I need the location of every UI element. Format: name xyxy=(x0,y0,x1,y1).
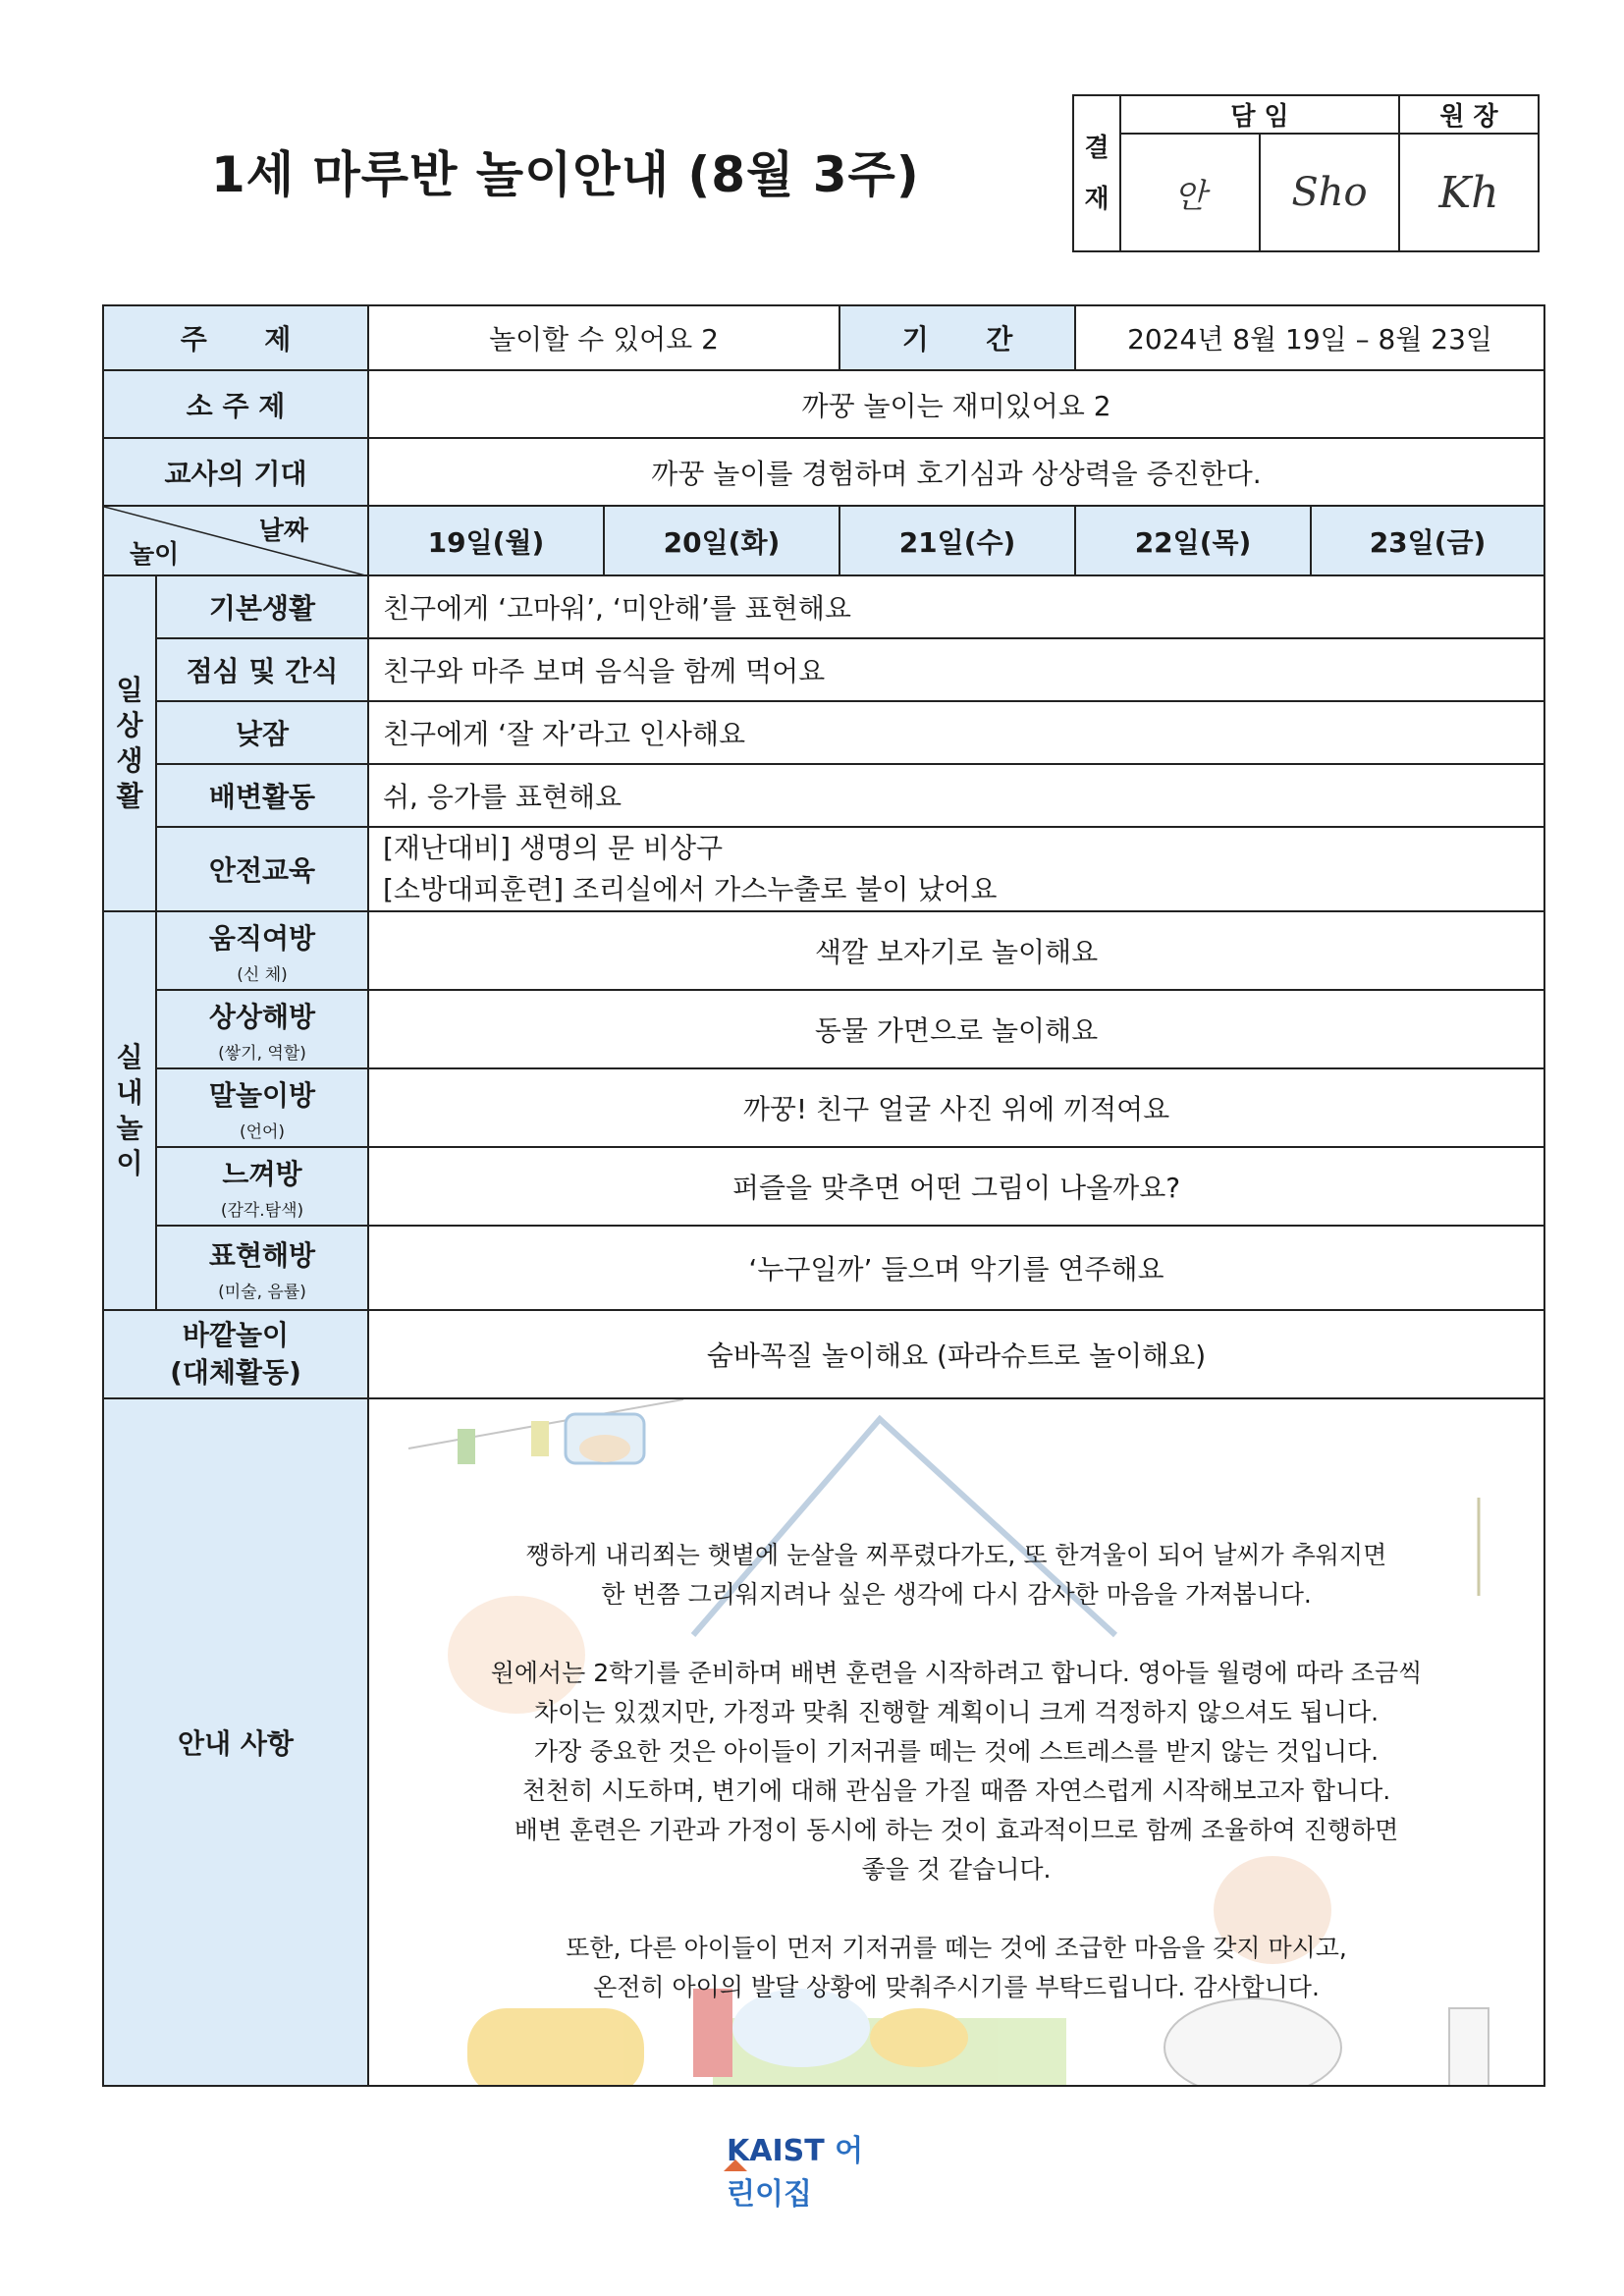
notice-line: 좋을 것 같습니다. xyxy=(861,1855,1052,1884)
safety-label: 안전교육 xyxy=(156,827,368,911)
page-title: 1세 마루반 놀이안내 (8월 3주) xyxy=(211,146,920,203)
indoor-row-label xyxy=(156,911,368,990)
notice-line: 한 번쯤 그리워지려나 싶은 생각에 다시 감사한 마음을 가져봅니다. xyxy=(601,1580,1312,1609)
period-value: 2024년 8월 19일 – 8월 23일 xyxy=(1075,305,1544,370)
notice-label: 안내 사항 xyxy=(103,1398,368,2086)
logo-kaist: KAIST xyxy=(727,2134,825,2168)
notice-line: 가장 중요한 것은 아이들이 기저귀를 떼는 것에 스트레스를 받지 않는 것입니다. xyxy=(533,1737,1380,1766)
signature-1-text: 안 xyxy=(1173,176,1207,216)
indoor-row-label xyxy=(156,990,368,1068)
theme-label: 주 제 xyxy=(103,305,368,370)
logo-daycare: 어린이집 xyxy=(727,2134,864,2212)
daily-row-label: 낮잠 xyxy=(156,701,368,764)
notice-line: 천천히 시도하며, 변기에 대해 관심을 가질 때쯤 자연스럽게 시작해보고자 합니다. xyxy=(521,1777,1391,1805)
daily-row-value: 친구에게 ‘고마워’, ‘미안해’를 표현해요 xyxy=(368,575,1544,638)
indoor-row-value: 퍼즐을 맞추면 어떤 그림이 나올까요? xyxy=(368,1147,1544,1226)
daily-row-label: 배변활동 xyxy=(156,764,368,827)
plan-table xyxy=(102,304,1545,2087)
indoor-room-sub: (미술, 음률) xyxy=(218,1282,306,1302)
indoor-room-name: 말놀이방 xyxy=(208,1078,316,1112)
daily-life-group xyxy=(103,575,156,911)
notice-cell xyxy=(368,1398,1544,2086)
day-header-wed: 21일(수) xyxy=(839,506,1075,575)
notice-line: 쨍하게 내리쬐는 햇볕에 눈살을 찌푸렸다가도, 또 한겨울이 되어 날씨가 추워지면 xyxy=(525,1541,1387,1569)
approval-gyeol: 결 xyxy=(1084,133,1110,163)
indoor-play-group xyxy=(103,911,156,1310)
expectation-value: 까꿍 놀이를 경험하며 호기심과 상상력을 증진한다. xyxy=(368,438,1544,506)
indoor-row-value: 동물 가면으로 놀이해요 xyxy=(368,990,1544,1068)
indoor-row-label xyxy=(156,1226,368,1310)
indoor-row-value: 까꿍! 친구 얼굴 사진 위에 끼적여요 xyxy=(368,1068,1544,1147)
daily-row-value: 친구에게 ‘잘 자’라고 인사해요 xyxy=(368,701,1544,764)
house-icon xyxy=(724,2159,747,2171)
signature-2 xyxy=(1260,134,1399,251)
indoor-room-sub: (신 체) xyxy=(237,964,288,985)
subtheme-label: 소 주 제 xyxy=(103,370,368,438)
indoor-row-value: ‘누구일까’ 들으며 악기를 연주해요 xyxy=(368,1226,1544,1310)
outdoor-label-1: 바깥놀이 xyxy=(182,1319,290,1351)
director-header: 원 장 xyxy=(1399,95,1539,134)
signature-2-text: Sho xyxy=(1291,170,1368,215)
notice-line: 또한, 다른 아이들이 먼저 기저귀를 떼는 것에 조급한 마음을 갖지 마시고, xyxy=(566,1934,1347,1962)
indoor-row-value: 색깔 보자기로 놀이해요 xyxy=(368,911,1544,990)
indoor-room-name: 표현해방 xyxy=(208,1238,316,1272)
notice-text xyxy=(369,1438,1543,2007)
notice-line: 차이는 있겠지만, 가정과 맞춰 진행할 계획이니 크게 걱정하지 않으셔도 됩니다. xyxy=(533,1698,1380,1726)
header-play-label: 놀이 xyxy=(130,540,180,570)
daily-row-label: 점심 및 간식 xyxy=(156,638,368,701)
signature-3-text: Kh xyxy=(1438,167,1499,218)
outdoor-label-2: (대체활동) xyxy=(170,1356,301,1389)
notice-paragraph-1 xyxy=(369,1536,1543,1614)
indoor-room-name: 움직여방 xyxy=(208,921,316,955)
subtheme-value: 까꿍 놀이는 재미있어요 2 xyxy=(368,370,1544,438)
day-header-mon: 19일(월) xyxy=(368,506,604,575)
indoor-room-sub: (쌓기, 역할) xyxy=(218,1043,306,1064)
day-header-tue: 20일(화) xyxy=(604,506,839,575)
day-header-thu: 22일(목) xyxy=(1075,506,1311,575)
kaist-logo xyxy=(727,2126,885,2213)
signature-1 xyxy=(1120,134,1260,251)
indoor-room-sub: (언어) xyxy=(239,1121,286,1142)
expectation-label: 교사의 기대 xyxy=(103,438,368,506)
approval-jae: 재 xyxy=(1084,184,1110,214)
notice-line: 원에서는 2학기를 준비하며 배변 훈련을 시작하려고 합니다. 영아들 월령에 따라 조금씩 xyxy=(490,1659,1423,1687)
notice-line: 온전히 아이의 발달 상황에 맞춰주시기를 부탁드립니다. 감사합니다. xyxy=(593,1973,1320,2001)
daily-group-text: 일 상 생 활 xyxy=(116,674,143,812)
daily-row-value: 친구와 마주 보며 음식을 함께 먹어요 xyxy=(368,638,1544,701)
indoor-row-label xyxy=(156,1147,368,1226)
daily-row-label: 기본생활 xyxy=(156,575,368,638)
indoor-room-name: 상상해방 xyxy=(208,1000,316,1033)
indoor-row-label xyxy=(156,1068,368,1147)
approval-box xyxy=(1072,94,1540,252)
theme-value: 놀이할 수 있어요 2 xyxy=(368,305,839,370)
notice-paragraph-2 xyxy=(369,1654,1543,1889)
notice-paragraph-3 xyxy=(369,1929,1543,2007)
period-label: 기 간 xyxy=(839,305,1075,370)
safety-line-2: [소방대피훈련] 조리실에서 가스누출로 불이 났어요 xyxy=(383,873,998,905)
safety-value xyxy=(368,827,1544,911)
homeroom-header: 담 임 xyxy=(1120,95,1399,134)
signature-3 xyxy=(1399,134,1539,251)
header-diagonal-cell xyxy=(103,506,368,575)
outdoor-label xyxy=(103,1310,368,1398)
indoor-room-sub: (감각.탐색) xyxy=(220,1200,304,1221)
notice-line: 배변 훈련은 기관과 가정이 동시에 하는 것이 효과적이므로 함께 조율하여 진행하면 xyxy=(514,1816,1399,1844)
outdoor-value: 숨바꼭질 놀이해요 (파라슈트로 놀이해요) xyxy=(368,1310,1544,1398)
daily-row-value: 쉬, 응가를 표현해요 xyxy=(368,764,1544,827)
safety-line-1: [재난대비] 생명의 문 비상구 xyxy=(383,832,724,864)
header-date-label: 날짜 xyxy=(258,517,308,546)
approval-label xyxy=(1073,95,1120,251)
indoor-group-text: 실 내 놀 이 xyxy=(116,1041,143,1179)
indoor-room-name: 느껴방 xyxy=(222,1157,302,1190)
day-header-fri: 23일(금) xyxy=(1311,506,1544,575)
